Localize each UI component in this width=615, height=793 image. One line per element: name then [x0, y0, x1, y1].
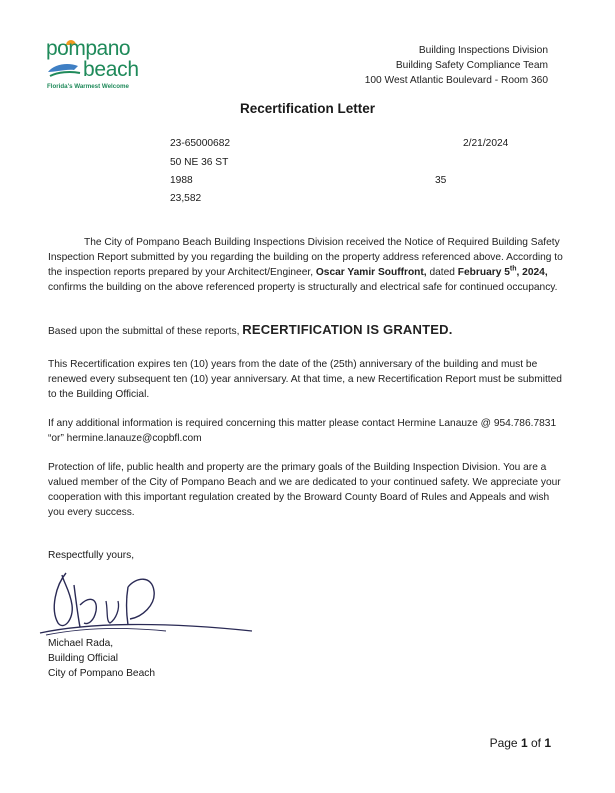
handwritten-signature — [36, 565, 256, 645]
letter-title: Recertification Letter — [239, 101, 376, 116]
report-date — [458, 267, 548, 278]
signer-block — [48, 636, 155, 681]
building-sqft-value: 23,582 — [170, 193, 202, 204]
page-prefix: Page — [489, 736, 521, 750]
signer-name: Michael Rada, — [48, 638, 114, 649]
paragraph-protection: Protection of life, public health and property are the primary goals of the Building Inspection Division. You are a valued member of the City of Pompano Beach and we are dedicated to your continued safety. We appreciate your cooperation with this important regulation created by the Broward County Board of Rules and Appeals and wish you every success. — [48, 462, 561, 518]
date-value: 2/21/2024 — [463, 138, 509, 149]
office-address: 100 West Atlantic Boulevard - Room 360 — [364, 75, 548, 86]
year-built-value: 1988 — [170, 175, 193, 186]
paragraph-granted — [48, 322, 568, 339]
report-date-suffix: th — [509, 265, 517, 273]
closing-salutation: Respectfully yours, — [48, 550, 135, 561]
team-name: Building Safety Compliance Team — [395, 60, 548, 71]
page-number — [490, 736, 551, 750]
report-date-year: , 2024, — [516, 267, 548, 278]
p1-text-a: The City of Pompano Beach Building Inspections Division received the Notice of Required Building Safety Inspection Report submitted by you regarding the building on the property address referenced above. According to the inspection reports prepared by your Architect/Engineer, — [48, 237, 563, 278]
fish-icon — [46, 60, 82, 80]
p2-text: Based upon the submittal of these reports, — [48, 326, 243, 337]
logo-word-beach: beach — [83, 58, 139, 81]
page-current: 1 — [520, 736, 528, 750]
signer-title: Building Official — [48, 653, 119, 664]
signer-organization: City of Pompano Beach — [48, 668, 156, 679]
report-date-main: February 5 — [457, 267, 510, 278]
p1-text-c: confirms the building on the above referenced property is structurally and electrical safe for continued occupancy. — [48, 282, 558, 293]
logo-tagline: Florida's Warmest Welcome — [47, 83, 129, 90]
recertification-granted-text: RECERTIFICATION IS GRANTED. — [242, 322, 453, 337]
building-age-value: 35 — [435, 175, 447, 186]
page-total: 1 — [544, 736, 551, 750]
page-of: of — [527, 736, 545, 750]
logo-word-pompano: pompano — [46, 37, 131, 60]
division-name: Building Inspections Division — [418, 45, 548, 56]
property-address-value: 50 NE 36 ST — [170, 157, 229, 168]
p1-text-b: dated — [426, 267, 458, 278]
case-number-value: 23-65000682 — [170, 138, 231, 149]
paragraph-expiration: This Recertification expires ten (10) years from the date of the (25th) anniversary of the building and must be renewed every subsequent ten (10) year anniversary. At that time, a new Recertification Report must be submitted to the Building Official. — [48, 359, 562, 400]
paragraph-notice — [48, 235, 568, 295]
pompano-beach-logo — [44, 38, 144, 94]
engineer-name: Oscar Yamir Souffront, — [315, 267, 427, 278]
paragraph-contact: If any additional information is required concerning this matter please contact Hermine Lanauze @ 954.786.7831 “or” hermine.lanauze@copbfl.com — [48, 418, 557, 444]
division-address-block — [365, 43, 548, 88]
